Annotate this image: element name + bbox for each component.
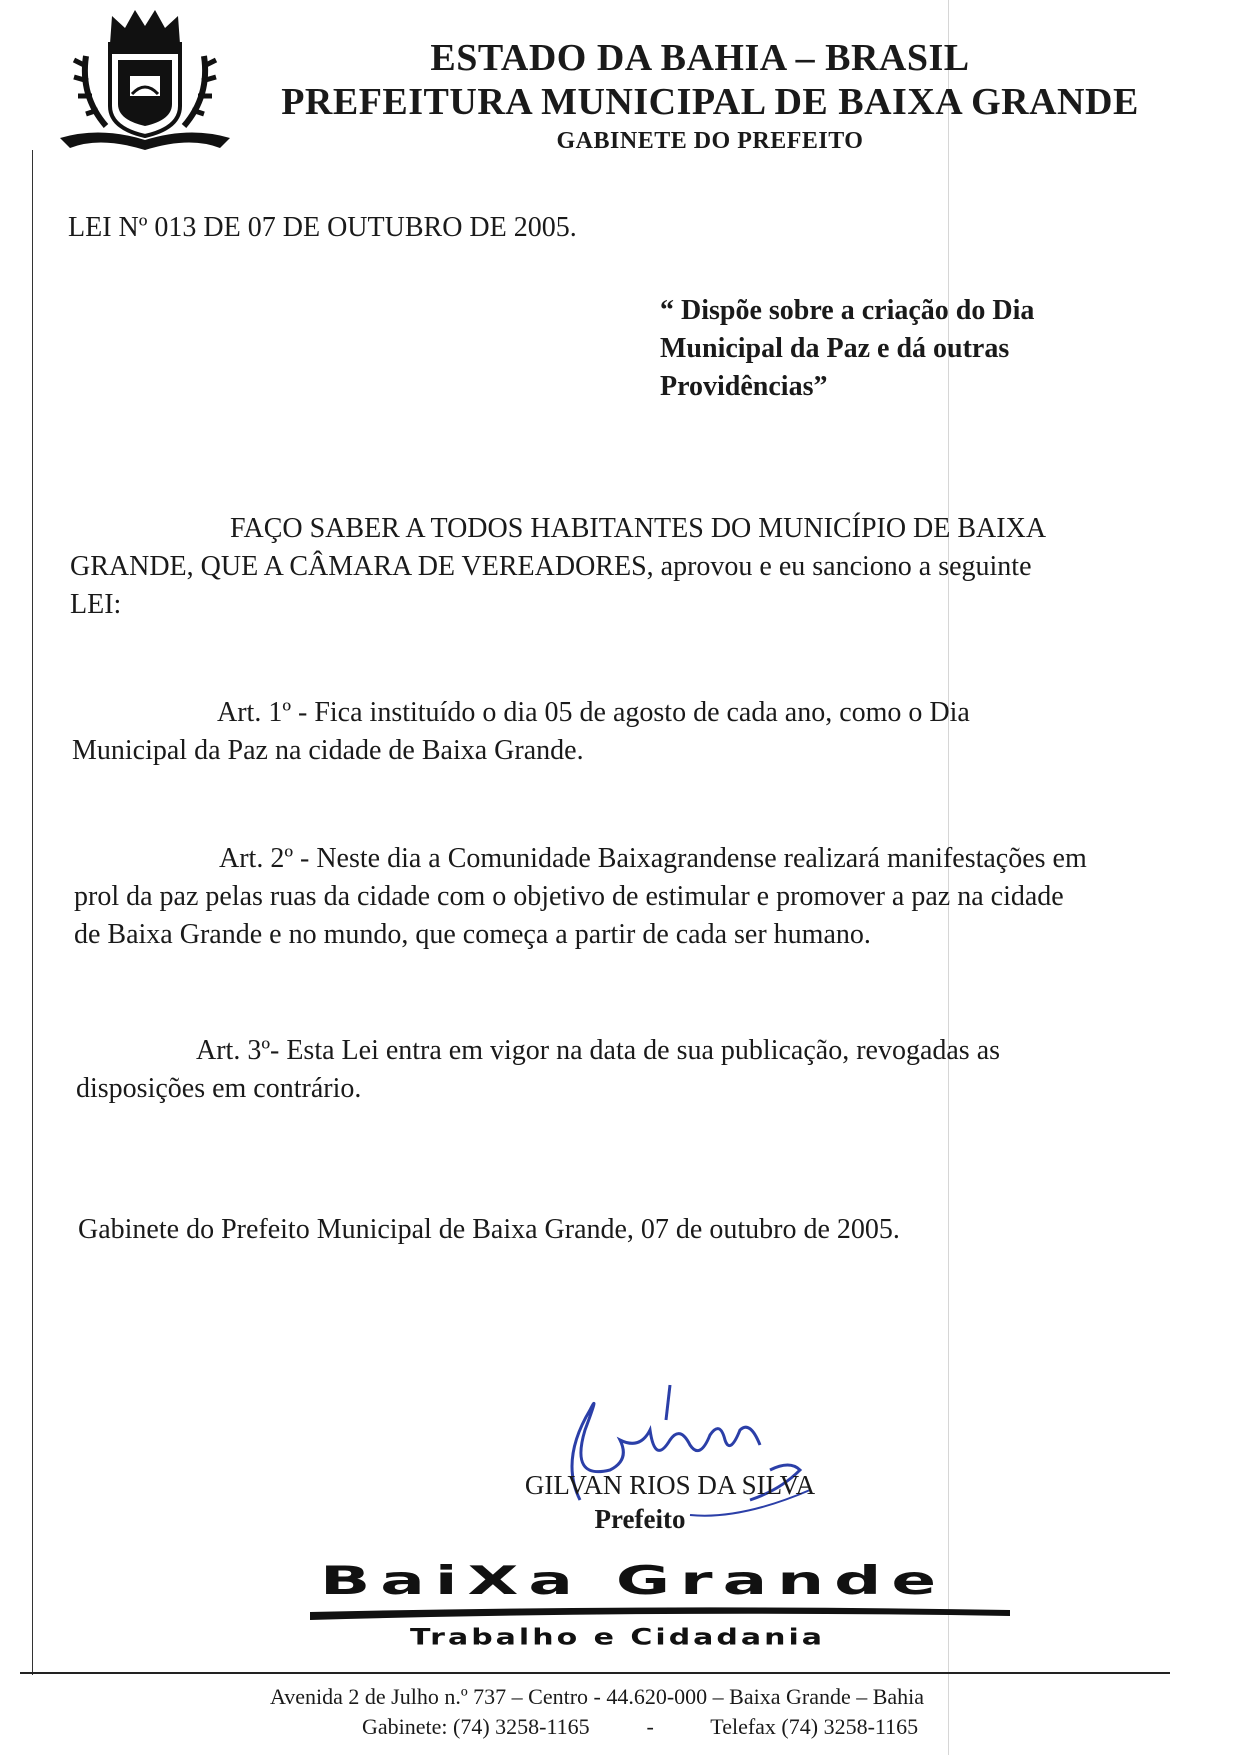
brand-swoosh-icon [310, 1604, 1010, 1620]
paragraph-line: FAÇO SABER A TODOS HABITANTES DO MUNICÍPIO DE BAIXA [230, 513, 1047, 544]
footer-phones [270, 1712, 1050, 1742]
paragraph-line: prol da paz pelas ruas da cidade com o objetivo de estimular e promover a paz na cidade [74, 881, 1064, 912]
footer-gabinete-phone: Gabinete: (74) 3258-1165 [362, 1714, 590, 1739]
law-summary [660, 292, 1100, 406]
footer-telefax: Telefax (74) 3258-1165 [710, 1714, 919, 1739]
footer-rule [20, 1672, 1170, 1674]
signer-name: GILVAN RIOS DA SILVA [524, 1470, 816, 1500]
footer-address: Avenida 2 de Julho n.º 737 – Centro - 44.620-000 – Baixa Grande – Bahia [270, 1684, 925, 1709]
signer-role: Prefeito [594, 1504, 686, 1534]
enactment-paragraph [70, 510, 1185, 624]
signer-block [470, 1468, 870, 1536]
paragraph-line: Municipal da Paz na cidade de Baixa Grande. [72, 735, 584, 766]
letterhead [250, 36, 1170, 156]
article-1 [72, 694, 1217, 770]
header-state: ESTADO DA BAHIA – BRASIL [430, 37, 970, 79]
summary-line: Municipal da Paz e dá outras [660, 333, 1010, 364]
article-3 [76, 1032, 1221, 1108]
brand-tagline: Trabalho e Cidadania [410, 1624, 826, 1651]
footer [270, 1682, 1050, 1742]
municipal-brand-logo [310, 1557, 1010, 1670]
paragraph-line: LEI: [70, 589, 122, 620]
footer-separator: - [646, 1714, 654, 1739]
summary-line: Providências” [660, 371, 828, 402]
header-office: GABINETE DO PREFEITO [556, 128, 864, 154]
header-prefecture: PREFEITURA MUNICIPAL DE BAIXA GRANDE [281, 81, 1139, 123]
paragraph-line: disposições em contrário. [76, 1073, 362, 1104]
brand-name: BaiXa Grande [320, 1557, 947, 1604]
article-2 [74, 840, 1219, 954]
paragraph-line: Art. 1º - Fica instituído o dia 05 de agosto de cada ano, como o Dia [217, 697, 970, 728]
paragraph-line: Art. 2º - Neste dia a Comunidade Baixagrandense realizará manifestações em [219, 843, 1087, 874]
paragraph-line: GRANDE, QUE A CÂMARA DE VEREADORES, aprovou e eu sanciono a seguinte [70, 551, 1032, 582]
left-margin-rule [32, 150, 33, 1675]
paragraph-line: Art. 3º- Esta Lei entra em vigor na data de sua publicação, revogadas as [196, 1035, 1001, 1066]
paragraph-line: de Baixa Grande e no mundo, que começa a partir de cada ser humano. [74, 919, 871, 950]
law-title: LEI Nº 013 DE 07 DE OUTUBRO DE 2005. [68, 212, 577, 243]
summary-line: “ Dispõe sobre a criação do Dia [660, 295, 1035, 326]
coat-of-arms-icon [40, 6, 250, 156]
closing-line: Gabinete do Prefeito Municipal de Baixa Grande, 07 de outubro de 2005. [78, 1214, 900, 1245]
